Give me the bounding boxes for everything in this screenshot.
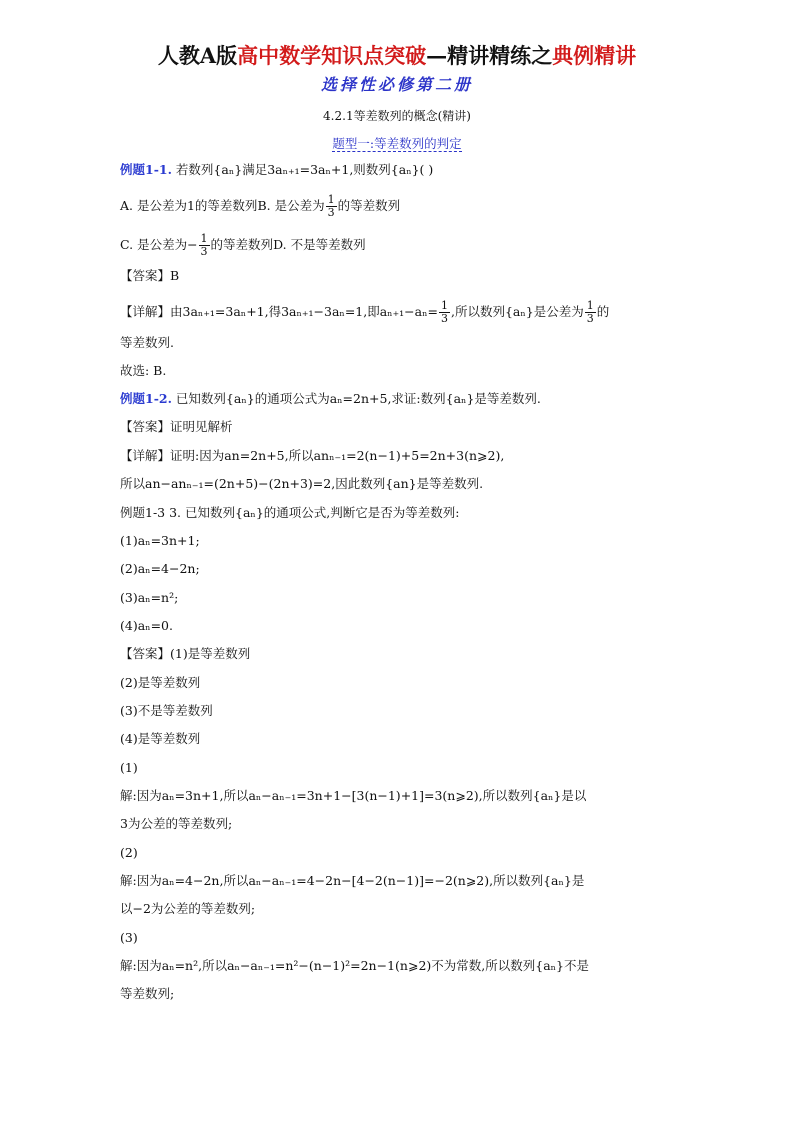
question-type-heading [0,134,794,152]
example-1-3-item: (4)aₙ=0. [120,618,173,633]
title-part-c: —精讲精练之 [426,43,553,68]
solution-3-text: 解:因为aₙ=n²,所以aₙ−aₙ₋₁=n²−(n−1)²=2n−1(n⩾2)不为常数,所以数列{aₙ}不是 [120,958,590,973]
option-c-tail: 的等差数列 [210,237,274,252]
solution-1-text-cont: 3为公差的等差数列; [120,816,233,831]
page-title [0,40,794,70]
option-b-tail: 的等差数列 [337,198,401,213]
question-type-text: 题型一:等差数列的判定 [332,136,462,151]
example-1-3-answer: (3)不是等差数列 [120,703,213,718]
example-1-2-label: 例题1-2. [120,391,172,406]
example-1-1-stem [120,162,433,178]
option-a: A. 是公差为1的等差数列 [120,198,258,213]
solution-3-label: (3) [120,930,138,945]
example-1-3-item: (2)aₙ=4−2n; [120,561,200,576]
fraction: $\frac{1}{3}$ [441,299,448,325]
solution-2-label: (2) [120,845,138,860]
example-1-2-detail: 【详解】证明:因为an=2n+5,所以anₙ₋₁=2(n−1)+5=2n+3(n⩾2), [120,448,505,463]
example-1-2-detail-cont: 所以an−anₙ₋₁=(2n+5)−(2n+3)=2,因此数列{an}是等差数列. [120,476,484,491]
example-1-3-answer: 【答案】(1)是等差数列 [120,646,251,661]
title-part-b: 高中数学知识点突破 [237,43,427,68]
example-1-3-stem: 例题1-3 3. 已知数列{aₙ}的通项公式,判断它是否为等差数列: [120,505,460,520]
solution-2-text-cont: 以−2为公差的等差数列; [120,901,256,916]
example-1-1-detail: 【详解】由3aₙ₊₁=3aₙ+1,得3aₙ₊₁−3aₙ=1,即aₙ₊₁−aₙ= $\frac{1}{3}$ ,所以数列{aₙ}是公差为 $\frac{1}{3}$ 的 [120,299,610,325]
example-1-1-text: 若数列{aₙ}满足3aₙ₊₁=3aₙ+1,则数列{aₙ}( ) [175,162,434,177]
solution-1-label: (1) [120,760,138,775]
section-heading: 4.2.1等差数列的概念(精讲) [323,109,471,123]
example-1-3-answer: (2)是等差数列 [120,675,201,690]
option-b: B. 是公差为 [257,198,325,213]
example-1-3-item: (3)aₙ=n²; [120,590,179,605]
option-c: C. 是公差为− [120,237,198,252]
page-subtitle: 选择性必修第二册 [320,75,473,94]
example-1-2-answer: 【答案】证明见解析 [120,419,233,434]
example-1-1-choose: 故选: B. [120,363,167,378]
solution-2-text: 解:因为aₙ=4−2n,所以aₙ−aₙ₋₁=4−2n−[4−2(n−1)]=−2(n⩾2),所以数列{aₙ}是 [120,873,585,888]
fraction: $\frac{1}{3}$ [200,232,208,258]
example-1-2-stem: 例题1-2. 已知数列{aₙ}的通项公式为aₙ=2n+5,求证:数列{aₙ}是等差数列. [120,391,541,406]
title-part-d: 典例精讲 [552,43,637,68]
fraction: $\frac{1}{3}$ [586,299,594,325]
fraction: $\frac{1}{3}$ [327,193,335,219]
example-1-1-label: 例题1-1. [120,162,172,177]
solution-1-text: 解:因为aₙ=3n+1,所以aₙ−aₙ₋₁=3n+1−[3(n−1)+1]=3(n⩾2),所以数列{aₙ}是以 [120,788,587,803]
example-1-1-options-cd [120,233,366,258]
example-1-1-answer: 【答案】B [120,268,180,283]
title-part-a: 人教A版 [157,43,238,68]
example-1-1-options-ab [120,194,400,219]
example-1-1-detail-cont: 等差数列. [120,335,174,350]
option-d: D. 不是等差数列 [273,237,366,252]
solution-3-text-cont: 等差数列; [120,986,175,1001]
example-1-3-answer: (4)是等差数列 [120,731,201,746]
example-1-3-item: (1)aₙ=3n+1; [120,533,200,548]
